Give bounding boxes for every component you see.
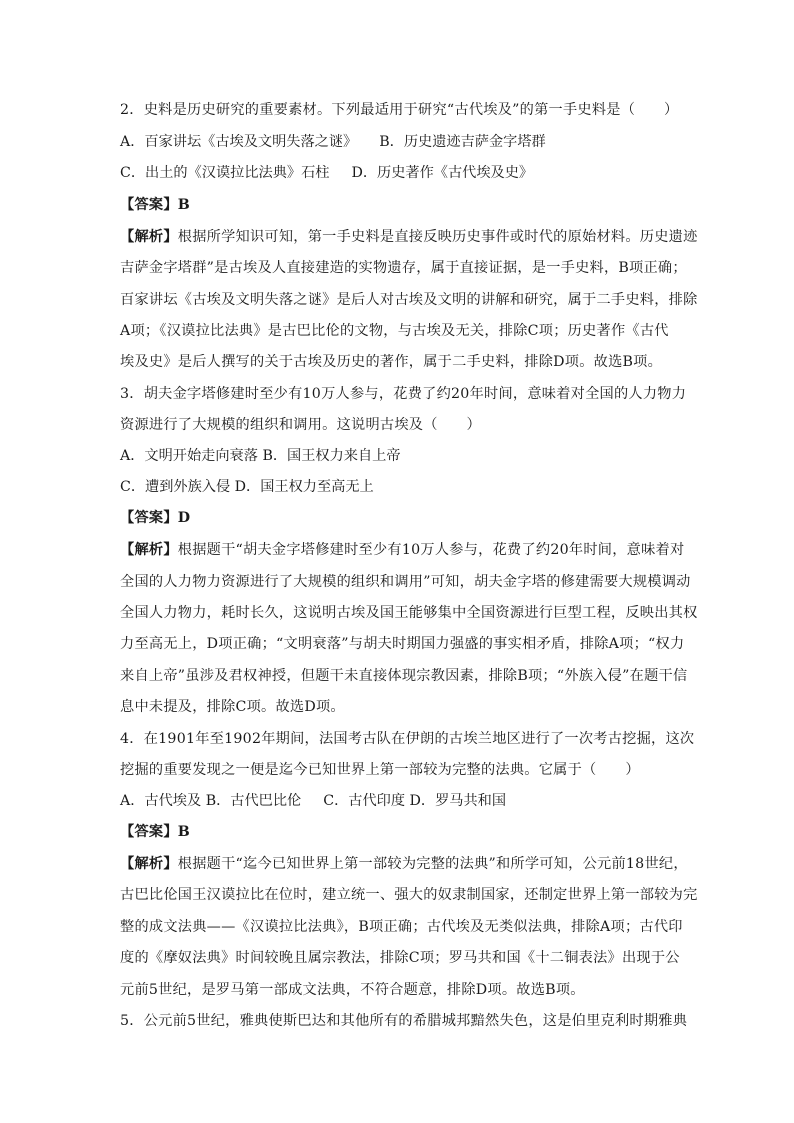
q4-analysis-line: 整的成文法典——《汉谟拉比法典》，B项正确；古代埃及无类似法典，排除A项；古代印 [120, 919, 683, 935]
q3-stem-line: 资源进行了大规模的组织和调用。这说明古埃及（ ） [120, 417, 481, 433]
q3-answer [120, 508, 680, 528]
q2-analysis-line: 百家讲坛《古埃及文明失落之谜》是后人对古埃及文明的讲解和研究，属于二手史料，排除 [120, 292, 698, 308]
analysis-text: 根据所学知识可知，第一手史料是直接反映历史事件或时代的原始材料。历史遗迹 [177, 229, 698, 245]
analysis-text: 根据题干“迄今已知世界上第一部较为完整的法典”和所学可知，公元前18世纪， [177, 856, 688, 872]
q4-analysis-line: 元前5世纪，是罗马第一部成文法典，不符合题意，排除D项。故选B项。 [120, 982, 585, 998]
q2-option-b: B．历史遗迹吉萨金字塔群 [379, 134, 546, 150]
q4-options [120, 791, 680, 811]
analysis-tag: 【解析】 [120, 229, 178, 245]
q4-options-cd: C．古代印度 D．罗马共和国 [323, 793, 507, 809]
q4-analysis-line: 度的《摩奴法典》时间较晚且属宗教法，排除C项；罗马共和国《十二铜表法》出现于公 [120, 950, 680, 966]
q2-analysis-line: 埃及史》是后人撰写的关于古埃及历史的著作，属于二手史料，排除D项。故选B项。 [120, 354, 663, 370]
q2-analysis-line: A项；《汉谟拉比法典》是古巴比伦的文物，与古埃及无关，排除C项；历史著作《古代 [120, 323, 669, 339]
answer-tag: 【答案】 [120, 510, 178, 526]
q4-stem-line: 4．在1901年至1902年期间，法国考古队在伊朗的古埃兰地区进行了一次考古挖掘，这次 [120, 731, 695, 747]
analysis-text: 根据题干“胡夫金字塔修建时至少有10万人参与，花费了约20年时间，意味着对 [177, 542, 685, 558]
answer-tag: 【答案】 [120, 824, 178, 840]
q2-options-cd [120, 163, 680, 183]
answer-value: B [177, 197, 191, 213]
q3-analysis-line: 息中未提及，排除C项。故选D项。 [120, 699, 345, 715]
q2-option-a: A．百家讲坛《古埃及文明失落之谜》 [120, 134, 358, 150]
analysis-tag: 【解析】 [120, 542, 178, 558]
q4-analysis-line [120, 854, 688, 874]
q2-option-c: C．出土的《汉谟拉比法典》石柱 [120, 165, 330, 181]
q3-options-ab: A．文明开始走向衰落 B．国王权力来自上帝 [120, 448, 401, 464]
q3-analysis-line [120, 540, 685, 560]
q5-stem-line: 5．公元前5世纪，雅典使斯巴达和其他所有的希腊城邦黯然失色，这是伯里克利时期雅典 [120, 1013, 688, 1029]
answer-value: B [177, 824, 191, 840]
q2-stem: 2．史料是历史研究的重要素材。下列最适用于研究“古代埃及”的第一手史料是（ ） [120, 102, 679, 118]
q4-stem-line: 挖掘的重要发现之一便是迄今已知世界上第一部较为完整的法典。它属于（ ） [120, 762, 640, 778]
q3-analysis-line: 全国的人力物力资源进行了大规模的组织和调用”可知，胡夫金字塔的修建需要大规模调动 [120, 574, 691, 590]
answer-tag: 【答案】 [120, 197, 178, 213]
q2-analysis-line: 吉萨金字塔群”是古埃及人直接建造的实物遗存，属于直接证据，是一手史料，B项正确； [120, 260, 687, 276]
q3-analysis-line: 力至高无上，D项正确；“文明衰落”与胡夫时期国力强盛的事实相矛盾，排除A项；“权力 [120, 636, 685, 652]
q4-answer [120, 822, 680, 842]
q2-answer [120, 195, 680, 215]
q2-analysis-line [120, 227, 698, 247]
q3-analysis-line: 全国人力物力，耗时长久，这说明古埃及国王能够集中全国资源进行巨型工程，反映出其权 [120, 605, 698, 621]
answer-value: D [177, 510, 191, 526]
q3-analysis-line: 来自上帝”虽涉及君权神授，但题干未直接体现宗教因素，排除B项；“外族入侵”在题干信 [120, 668, 688, 684]
q2-option-d: D．历史著作《古代埃及史》 [351, 165, 534, 181]
q3-stem-line: 3．胡夫金字塔修建时至少有10万人参与，花费了约20年时间，意味着对全国的人力物力 [120, 386, 687, 402]
q3-options-cd: C．遭到外族入侵 D．国王权力至高无上 [120, 479, 374, 495]
q2-options-ab [120, 132, 680, 152]
q4-options-ab: A．古代埃及 B．古代巴比伦 [120, 793, 302, 809]
analysis-tag: 【解析】 [120, 856, 178, 872]
q4-analysis-line: 古巴比伦国王汉谟拉比在位时，建立统一、强大的奴隶制国家，还制定世界上第一部较为完 [120, 887, 698, 903]
